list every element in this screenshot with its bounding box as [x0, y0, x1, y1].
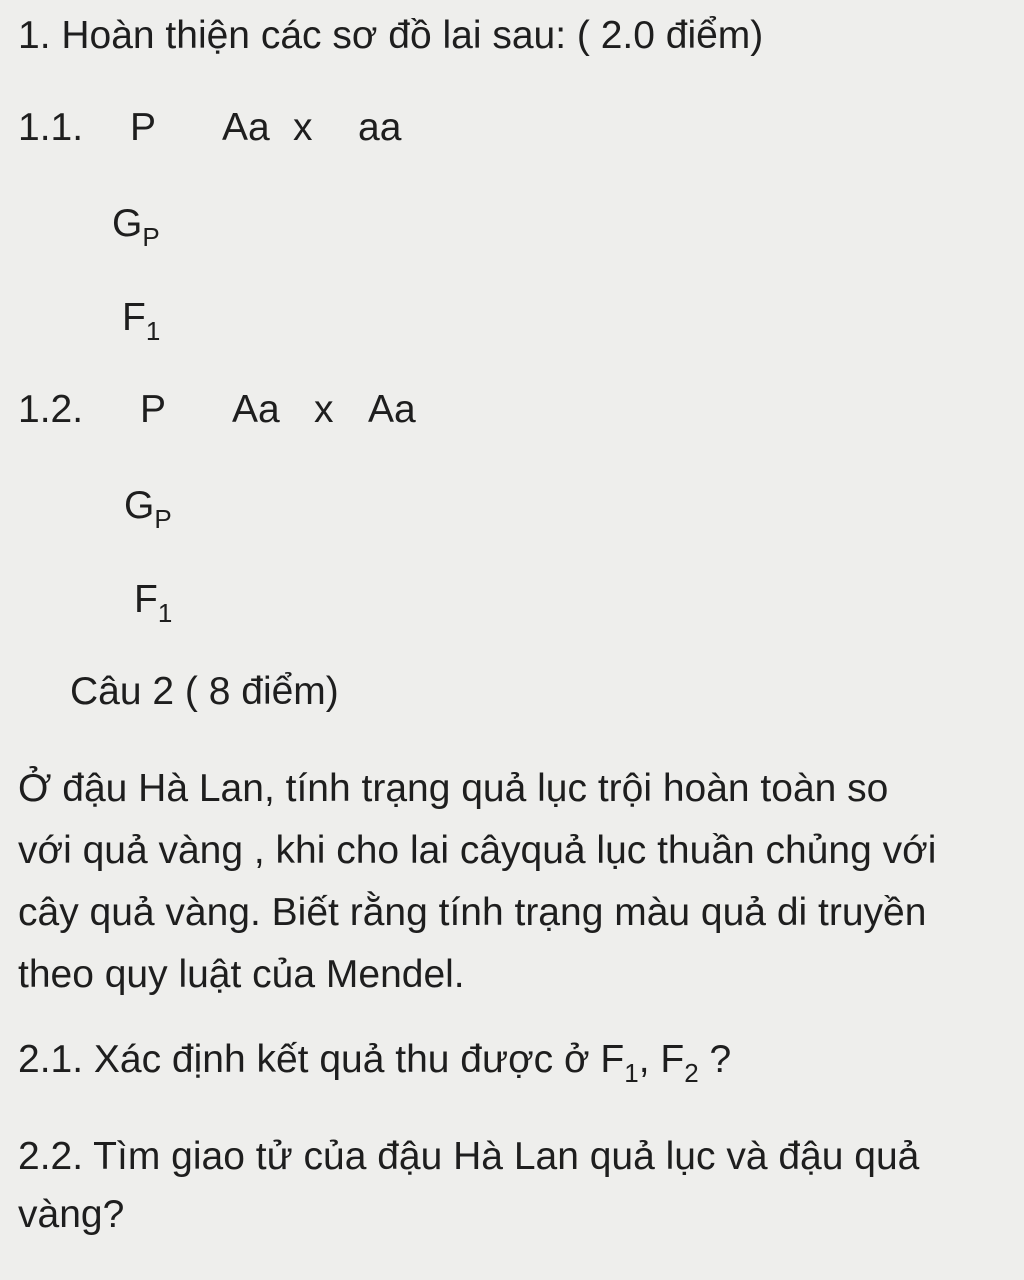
gametes-subscript: P — [142, 222, 160, 252]
cross-1-1-cross-symbol: x — [293, 106, 313, 149]
f1-subscript: 1 — [145, 316, 161, 346]
cross-1-2-gametes-label — [124, 482, 172, 534]
q2-1-mid: , F — [638, 1038, 685, 1081]
question-1-heading: 1. Hoàn thiện các sơ đồ lai sau: ( 2.0 điểm) — [18, 14, 764, 57]
paragraph-line: Ở đậu Hà Lan, tính trạng quả lục trội hoàn toàn so — [18, 767, 889, 810]
q2-1-prefix: 2.1. Xác định kết quả thu được ở F — [18, 1038, 625, 1081]
question-2-heading: Câu 2 ( 8 điểm) — [70, 670, 339, 713]
cross-1-1-f1-label — [122, 294, 161, 346]
cross-1-2-f1-label — [134, 576, 173, 628]
gametes-letter: G — [124, 484, 155, 527]
f1-subscript: 1 — [157, 598, 173, 628]
q2-2-line: 2.2. Tìm giao tử của đậu Hà Lan quả lục và đậu quả — [18, 1135, 920, 1178]
cross-1-1-parent-b: aa — [358, 106, 402, 149]
cross-1-1-p-label: P — [130, 106, 157, 149]
cross-1-2-parent-a: Aa — [232, 388, 280, 431]
cross-1-1-number: 1.1. — [18, 106, 84, 149]
q2-1-sub-1: 1 — [624, 1058, 639, 1088]
cross-1-1-gametes-label — [112, 200, 160, 252]
f1-letter: F — [134, 578, 158, 621]
paragraph-line: cây quả vàng. Biết rằng tính trạng màu quả di truyền — [18, 891, 927, 934]
q2-2-line: vàng? — [18, 1193, 125, 1236]
question-2-2 — [18, 1128, 1018, 1244]
question-2-paragraph — [18, 758, 1018, 1006]
cross-1-2-cross-symbol: x — [314, 388, 334, 431]
cross-1-1-parent-a: Aa — [222, 106, 270, 149]
question-2-1 — [18, 1036, 732, 1088]
paragraph-line: với quả vàng , khi cho lai câyquả lục thuần chủng với — [18, 829, 937, 872]
q2-1-sub-2: 2 — [684, 1058, 699, 1088]
gametes-subscript: P — [154, 504, 172, 534]
cross-1-2-p-label: P — [140, 388, 167, 431]
f1-letter: F — [122, 296, 146, 339]
paragraph-line: theo quy luật của Mendel. — [18, 953, 465, 996]
cross-1-2-number: 1.2. — [18, 388, 84, 431]
q2-1-suffix: ? — [698, 1038, 732, 1081]
cross-1-2-parent-b: Aa — [368, 388, 416, 431]
gametes-letter: G — [112, 202, 143, 245]
